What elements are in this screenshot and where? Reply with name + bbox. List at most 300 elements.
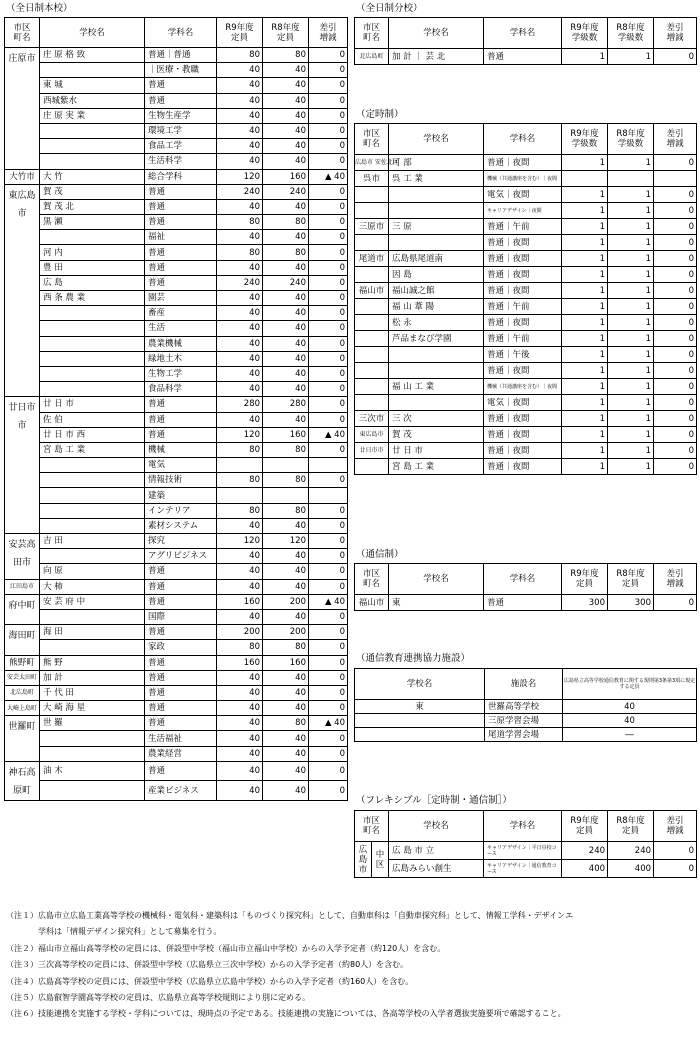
table-row <box>5 549 348 564</box>
department-name: 福祉 <box>145 230 217 245</box>
school-name: 加 計 ｜ 芸 北 <box>389 49 484 65</box>
capacity-diff: 0 <box>309 442 348 457</box>
table-row <box>355 595 697 611</box>
city-cell: 府中町 <box>5 594 40 624</box>
table-row <box>5 458 348 473</box>
table-row <box>5 351 348 366</box>
table-row <box>5 48 348 63</box>
notes <box>6 908 696 1023</box>
capacity-r9: 40 <box>217 746 263 761</box>
capacity-r9: 40 <box>217 154 263 169</box>
capacity-diff: 0 <box>309 579 348 594</box>
capacity-diff: 0 <box>309 397 348 412</box>
capacity-diff: 0 <box>309 655 348 670</box>
department-name: 普通｜午後 <box>484 347 562 363</box>
department-name: 産業ビジネス <box>145 781 217 801</box>
correspondence-table <box>354 563 697 611</box>
column-header: 差引 増減 <box>654 124 697 155</box>
table-row <box>355 283 697 299</box>
capacity-r8: 80 <box>263 716 309 731</box>
department-name: 普通｜普通 <box>145 48 217 63</box>
value-r9: 1 <box>562 379 608 395</box>
school-name <box>40 336 145 351</box>
table-row <box>355 443 697 459</box>
capacity-r9: 40 <box>217 670 263 685</box>
city-cell: 広島市 <box>355 842 372 878</box>
value-diff: 0 <box>654 363 697 379</box>
table-row <box>5 761 348 781</box>
department-name: インテリア <box>145 503 217 518</box>
school-name <box>40 549 145 564</box>
capacity-r9: 40 <box>217 518 263 533</box>
column-header: 差引 増減 <box>654 18 697 49</box>
capacity-r8: 200 <box>263 594 309 609</box>
parttime-title: （定時制） <box>356 109 404 120</box>
facility-capacity: 40 <box>563 700 697 714</box>
table-row <box>5 412 348 427</box>
capacity-r8: 40 <box>263 564 309 579</box>
school-name: 油 木 <box>40 761 145 781</box>
school-name: 東 <box>355 700 485 714</box>
table-row <box>5 518 348 533</box>
capacity-r9: 40 <box>217 549 263 564</box>
column-header: R9年度 学級数 <box>562 124 608 155</box>
capacity-diff: 0 <box>309 154 348 169</box>
capacity-diff: 0 <box>309 564 348 579</box>
capacity-r8: 40 <box>263 518 309 533</box>
correspondence-title: （通信制） <box>356 549 404 560</box>
school-name: 安 芸 府 中 <box>40 594 145 609</box>
department-name: 家政 <box>145 640 217 655</box>
value-r9: 1 <box>562 427 608 443</box>
table-row <box>355 700 697 714</box>
department-name: 生物生産学 <box>145 108 217 123</box>
city-cell <box>355 299 389 315</box>
school-name: 三 次 <box>389 411 484 427</box>
column-header: 学科名 <box>484 811 562 842</box>
school-name: 東 <box>389 595 484 611</box>
value-r9: 1 <box>562 267 608 283</box>
value-r8: 1 <box>608 427 654 443</box>
department-name: 普通 <box>145 625 217 640</box>
capacity-diff <box>309 458 348 473</box>
school-name: 熊 野 <box>40 655 145 670</box>
value-r9: 1 <box>562 411 608 427</box>
capacity-r8: 80 <box>263 473 309 488</box>
capacity-r8: 40 <box>263 93 309 108</box>
department-name: キャリアデザイン｜平日昼校コース <box>484 842 562 860</box>
school-name: 大 竹 <box>40 169 145 184</box>
value-r9: 1 <box>562 315 608 331</box>
value-diff: 0 <box>654 251 697 267</box>
capacity-diff: 0 <box>309 230 348 245</box>
department-name: キャリアデザイン｜通信教育コース <box>484 860 562 878</box>
column-header: 市区 町名 <box>355 18 389 49</box>
capacity-r8: 40 <box>263 731 309 746</box>
city-cell <box>355 267 389 283</box>
table-row <box>355 395 697 411</box>
school-name: 佐 伯 <box>40 412 145 427</box>
table-row <box>355 842 697 860</box>
city-cell: 廿日市市 <box>5 397 40 534</box>
department-name: 園芸 <box>145 291 217 306</box>
table-row <box>355 299 697 315</box>
department-name: 畜産 <box>145 306 217 321</box>
capacity-r8: 160 <box>263 427 309 442</box>
value-diff: 0 <box>654 187 697 203</box>
capacity-r8: 40 <box>263 549 309 564</box>
capacity-r8: 40 <box>263 366 309 381</box>
city-cell <box>355 187 389 203</box>
capacity-r9: 80 <box>217 503 263 518</box>
value-diff: 0 <box>654 235 697 251</box>
capacity-r8: 120 <box>263 534 309 549</box>
department-name: 農業経営 <box>145 746 217 761</box>
school-name: 豊 田 <box>40 260 145 275</box>
city-cell: 大崎上島町 <box>5 701 40 716</box>
table-row <box>355 219 697 235</box>
capacity-diff: 0 <box>309 761 348 781</box>
department-name: 普通 <box>145 215 217 230</box>
value-diff: 0 <box>654 155 697 171</box>
city-cell: 世羅町 <box>5 716 40 762</box>
capacity-diff: ▲ 40 <box>309 169 348 184</box>
school-name <box>40 731 145 746</box>
city-cell <box>355 363 389 379</box>
table-row <box>5 291 348 306</box>
city-cell <box>355 331 389 347</box>
department-name: 生活福祉 <box>145 731 217 746</box>
school-name <box>389 363 484 379</box>
capacity-diff: 0 <box>309 670 348 685</box>
capacity-r9: 40 <box>217 366 263 381</box>
department-name: 普通｜夜間 <box>484 155 562 171</box>
capacity-r9: 40 <box>217 564 263 579</box>
city-cell: 北広島町 <box>355 49 389 65</box>
capacity-diff: 0 <box>309 746 348 761</box>
table-row <box>5 397 348 412</box>
school-name: 芦品まなび学園 <box>389 331 484 347</box>
school-name <box>40 321 145 336</box>
table-row <box>5 655 348 670</box>
school-name: 宮 島 工 業 <box>40 442 145 457</box>
department-name: 素材システム <box>145 518 217 533</box>
facilities-table <box>354 668 697 742</box>
capacity-r9: 40 <box>217 291 263 306</box>
department-name: 機械（共通講座を含む）｜夜間 <box>484 379 562 395</box>
value-diff <box>654 171 697 187</box>
capacity-r9: 240 <box>217 184 263 199</box>
value-diff: 0 <box>654 283 697 299</box>
table-row <box>355 203 697 219</box>
table-row <box>355 379 697 395</box>
value-r8: 1 <box>608 203 654 219</box>
capacity-r8: 40 <box>263 260 309 275</box>
value-r8: 1 <box>608 315 654 331</box>
school-name <box>389 395 484 411</box>
school-name <box>40 609 145 624</box>
capacity-diff: 0 <box>309 549 348 564</box>
school-name: 黒 瀬 <box>40 215 145 230</box>
capacity-r9: 120 <box>217 534 263 549</box>
school-name <box>40 640 145 655</box>
school-name <box>40 781 145 801</box>
parttime-table <box>354 123 697 475</box>
table-row <box>355 235 697 251</box>
city-cell: 福山市 <box>355 595 389 611</box>
capacity-r8: 40 <box>263 199 309 214</box>
value-r8: 1 <box>608 283 654 299</box>
value-r9: 1 <box>562 251 608 267</box>
department-name: 普通 <box>145 716 217 731</box>
value-r8: 1 <box>608 395 654 411</box>
column-header: 市区 町名 <box>355 811 389 842</box>
capacity-r9: 40 <box>217 260 263 275</box>
capacity-diff: 0 <box>309 382 348 397</box>
school-name: 河 内 <box>40 245 145 260</box>
table-row <box>5 488 348 503</box>
capacity-r9: 40 <box>217 579 263 594</box>
column-header: 市区 町名 <box>355 564 389 595</box>
school-name: 大 崎 海 星 <box>40 701 145 716</box>
school-name <box>389 235 484 251</box>
school-name: 吉 田 <box>40 534 145 549</box>
school-name: 大 柿 <box>40 579 145 594</box>
value-diff: 0 <box>654 395 697 411</box>
table-row <box>5 184 348 199</box>
capacity-r8: 40 <box>263 670 309 685</box>
column-header: R8年度 定員 <box>608 811 654 842</box>
table-row <box>355 363 697 379</box>
column-header: 市区 町名 <box>5 18 40 48</box>
column-header: R8年度 定員 <box>263 18 309 48</box>
capacity-r8: 200 <box>263 625 309 640</box>
school-name <box>40 366 145 381</box>
department-name: 普通｜夜間 <box>484 315 562 331</box>
column-header: 広島県立高等学校通信教育に関する規則第3条第3項に規定する定員 <box>563 669 697 700</box>
table-row <box>5 625 348 640</box>
department-name: 普通｜夜間 <box>484 459 562 475</box>
capacity-r9: 40 <box>217 609 263 624</box>
department-name: 緑地土木 <box>145 351 217 366</box>
table-row <box>5 169 348 184</box>
city-cell <box>355 379 389 395</box>
capacity-diff: ▲ 40 <box>309 716 348 731</box>
school-name: 世 羅 <box>40 716 145 731</box>
department-name: 生活 <box>145 321 217 336</box>
value-r9: 1 <box>562 187 608 203</box>
value-r8: 1 <box>608 235 654 251</box>
capacity-r8: 40 <box>263 321 309 336</box>
capacity-r8: 40 <box>263 781 309 801</box>
capacity-r8 <box>263 458 309 473</box>
table-row <box>5 306 348 321</box>
table-row <box>5 579 348 594</box>
value-r8: 1 <box>608 347 654 363</box>
school-name: 千 代 田 <box>40 685 145 700</box>
table-row <box>5 78 348 93</box>
table-row <box>5 63 348 78</box>
capacity-diff: 0 <box>309 412 348 427</box>
school-name: 広 島 <box>40 275 145 290</box>
value-r9: 1 <box>562 203 608 219</box>
department-name: 普通｜午前 <box>484 299 562 315</box>
column-header: 学校名 <box>389 564 484 595</box>
school-name <box>355 714 485 728</box>
capacity-r8: 40 <box>263 108 309 123</box>
school-name: 松 永 <box>389 315 484 331</box>
capacity-r9: 40 <box>217 412 263 427</box>
column-header: 施設名 <box>485 669 563 700</box>
value-diff: 0 <box>654 427 697 443</box>
column-header: 学科名 <box>484 18 562 49</box>
table-row <box>5 336 348 351</box>
capacity-r8: 40 <box>263 382 309 397</box>
capacity-r8: 40 <box>263 63 309 78</box>
table-row <box>355 251 697 267</box>
department-name: キャリアデザイン｜夜間 <box>484 203 562 219</box>
capacity-diff: 0 <box>309 48 348 63</box>
city-cell: 庄原市 <box>5 48 40 170</box>
capacity-r9: 40 <box>217 382 263 397</box>
note-line: （注６）技能連携を実施する学校・学科については、現時点の予定である。技能連携の実施については、各高等学校の入学者選抜実施要項で確認すること。 <box>6 1009 566 1019</box>
table-row <box>5 701 348 716</box>
department-name: 普通 <box>145 412 217 427</box>
capacity-r8: 160 <box>263 655 309 670</box>
capacity-diff: 0 <box>309 78 348 93</box>
department-name: 農業機械 <box>145 336 217 351</box>
capacity-diff: 0 <box>309 731 348 746</box>
school-name: 可 部 <box>389 155 484 171</box>
capacity-r8: 40 <box>263 154 309 169</box>
table-row <box>355 155 697 171</box>
value-r8: 1 <box>608 49 654 65</box>
capacity-r9 <box>217 488 263 503</box>
fulltime-branch-table <box>354 17 697 65</box>
department-name: 普通｜夜間 <box>484 267 562 283</box>
note-line: （注１）広島市立広島工業高等学校の機械科・電気科・建築科は「ものづくり探究科」として、自動車科は「自動車探究科」として、情報工学科・デザインエ <box>6 911 574 920</box>
school-name <box>40 518 145 533</box>
column-header: R8年度 定員 <box>608 564 654 595</box>
school-name <box>355 728 485 742</box>
department-name: 普通｜夜間 <box>484 251 562 267</box>
school-name <box>40 503 145 518</box>
school-name: 賀 茂 <box>40 184 145 199</box>
department-name: 普通 <box>145 93 217 108</box>
school-name <box>40 230 145 245</box>
city-cell: 江田島市 <box>5 579 40 594</box>
value-r9: 1 <box>562 235 608 251</box>
city-cell: 海田町 <box>5 625 40 655</box>
table-row <box>5 670 348 685</box>
city-cell: 広島市 安佐北区 <box>355 155 389 171</box>
capacity-r9: 40 <box>217 685 263 700</box>
table-row <box>5 594 348 609</box>
table-row <box>5 93 348 108</box>
table-row <box>5 139 348 154</box>
capacity-diff: 0 <box>309 184 348 199</box>
facilities-title: （通信教育連携協力施設） <box>356 653 471 664</box>
table-row <box>5 473 348 488</box>
capacity-r9: 160 <box>217 655 263 670</box>
capacity-r9: 120 <box>217 427 263 442</box>
department-name: 普通｜夜間 <box>484 283 562 299</box>
department-name: ｜医療・教職 <box>145 63 217 78</box>
capacity-r8: 160 <box>263 169 309 184</box>
capacity-r9: 40 <box>217 336 263 351</box>
capacity-r8: 80 <box>263 48 309 63</box>
capacity-r8: 40 <box>263 351 309 366</box>
school-name: 向 原 <box>40 564 145 579</box>
table-row <box>5 199 348 214</box>
capacity-diff: 0 <box>309 139 348 154</box>
department-name: 生物工学 <box>145 366 217 381</box>
note-line: （注４）広島高等学校の定員には、併設型中学校（広島県立広島中学校）からの入学予定者（約160人）を含む。 <box>6 976 414 986</box>
capacity-r9: 40 <box>217 701 263 716</box>
value-r8: 1 <box>608 443 654 459</box>
capacity-diff: 0 <box>309 366 348 381</box>
city-cell: 大竹市 <box>5 169 40 184</box>
capacity-diff: 0 <box>309 781 348 801</box>
facility-name: 三原学習会場 <box>485 714 563 728</box>
table-row <box>355 427 697 443</box>
table-row <box>355 267 697 283</box>
school-name: 広島みらい創生 <box>389 860 484 878</box>
city-cell: 安芸高田市 <box>5 534 40 580</box>
capacity-r8: 80 <box>263 442 309 457</box>
department-name: 探究 <box>145 534 217 549</box>
department-name: 情報技術 <box>145 473 217 488</box>
department-name: 機械 <box>145 442 217 457</box>
ward-cell: 中区 <box>372 842 389 878</box>
value-r8: 1 <box>608 363 654 379</box>
value-r9 <box>562 171 608 187</box>
capacity-diff: 0 <box>309 640 348 655</box>
table-row <box>355 315 697 331</box>
value-r9: 1 <box>562 219 608 235</box>
city-cell: 三次市 <box>355 411 389 427</box>
department-name: 普通｜午前 <box>484 219 562 235</box>
table-row <box>5 245 348 260</box>
capacity-r9: 80 <box>217 215 263 230</box>
department-name: 普通 <box>145 670 217 685</box>
table-row <box>5 108 348 123</box>
capacity-r9: 40 <box>217 761 263 781</box>
value-diff: 0 <box>654 379 697 395</box>
value-diff: 0 <box>654 219 697 235</box>
table-row <box>5 609 348 624</box>
school-name: 庄 原 格 致 <box>40 48 145 63</box>
value-diff: 0 <box>654 842 697 860</box>
department-name: 普通｜午前 <box>484 331 562 347</box>
school-name: 廿 日 市 <box>40 397 145 412</box>
department-name: 普通 <box>145 78 217 93</box>
capacity-r8: 80 <box>263 640 309 655</box>
column-header: 学校名 <box>389 18 484 49</box>
school-name: 福山誠之館 <box>389 283 484 299</box>
note-line: （注２）福山市立福山高等学校の定員には、併設型中学校（福山市立福山中学校）からの入学予定者（約120人）を含む。 <box>6 943 446 953</box>
value-diff: 0 <box>654 49 697 65</box>
capacity-r9: 160 <box>217 594 263 609</box>
capacity-diff: 0 <box>309 291 348 306</box>
capacity-r8 <box>263 488 309 503</box>
table-row <box>5 260 348 275</box>
department-name: 普通 <box>145 275 217 290</box>
school-name: 東 城 <box>40 78 145 93</box>
capacity-r9: 40 <box>217 321 263 336</box>
department-name: 環境工学 <box>145 123 217 138</box>
value-diff: 0 <box>654 267 697 283</box>
